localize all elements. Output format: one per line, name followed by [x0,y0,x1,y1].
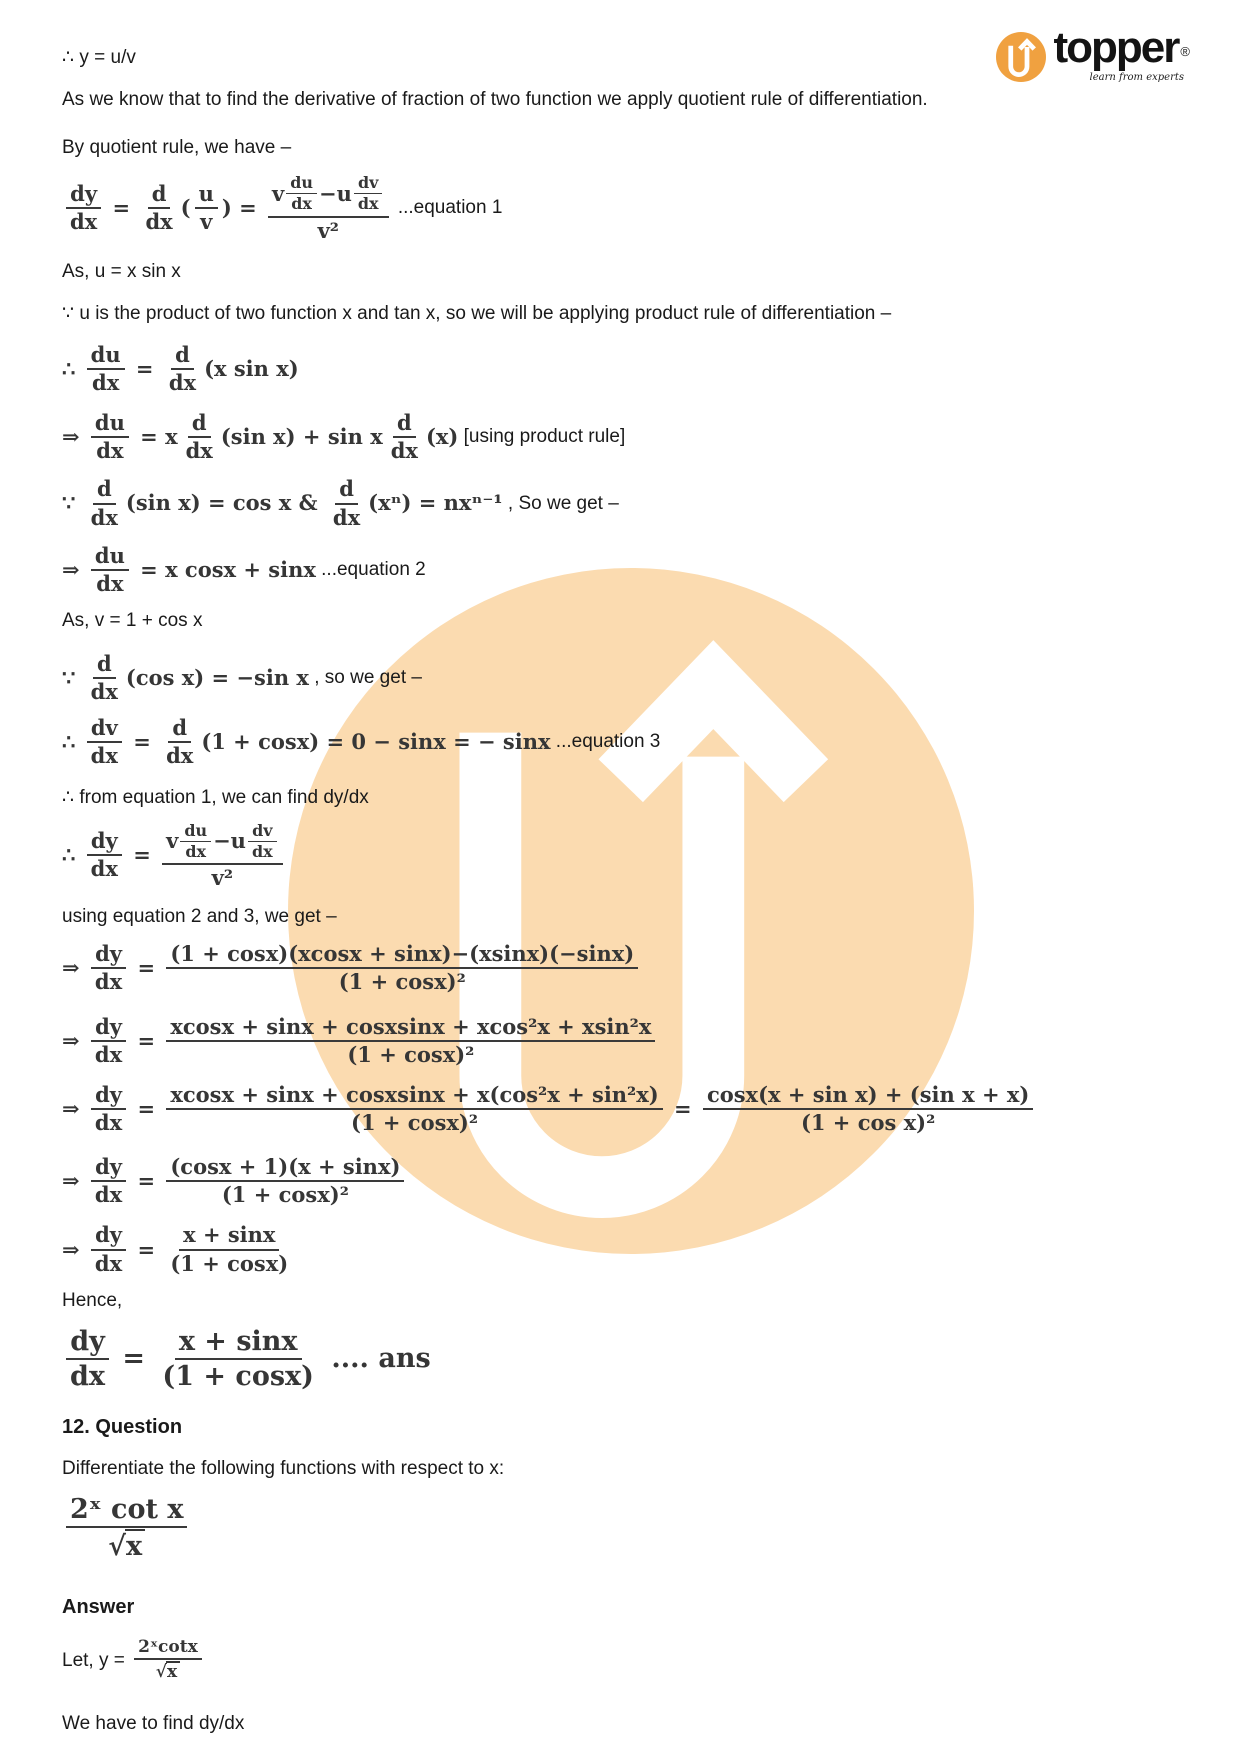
brand-wordmark: topper [1053,23,1179,72]
equation-du-product-rule: ⇒ $\frac{du}{dx}$ = x $\frac{d}{dx}$ (sin x) + sin x $\frac{d}{dx}$ (x) [using product rule] [62,410,626,464]
question-12-expression: 2ˣ cot x √ x [62,1493,1180,1563]
para-as-u: As, u = x sin x [62,260,181,282]
question-12-text: Differentiate the following functions with respect to x: [62,1457,505,1479]
para-as-v: As, v = 1 + cos x [62,609,203,631]
equation-final-answer: $\frac{dy}{dx}$ = $\frac{x + \sin x}{(1 + \cos x)}$ .... ans [62,1325,1180,1393]
equation-step-a: ⇒ $\frac{dy}{dx}$ = $\frac{(1 + \cos x)(xcosx + \sin x)-(xsinx)(-\sin x)}{\text{(1 + cosx)²}}$ [62,941,1180,995]
equation-dydx-formula: ∴ $\frac{dy}{dx}$ = v $\frac{du}{dx}$ −u $\frac{dv}{dx}$ v² [62,820,1180,892]
registered-mark: ® [1180,43,1190,59]
answer-heading: Answer [62,1595,135,1618]
line-y-equals-uv: ∴ y = u/v [62,47,136,68]
equation-1: $\frac{dy}{dx}$ = $\frac{d}{dx}$ ( $\frac{u}{v}$ ) = v $\frac{du}{dx}$ −u $\frac{dv}{dx}$ v² ...equation 1 [62,172,1180,244]
equation-step-c: ⇒ $\frac{dy}{dx}$ = $\frac{\text{xcosx + sinx + cosxsinx + x(cos²x + sin²x)}}{\text{(1 + cosx)²}}$ = $\frac{\text{cosx(x + sin x) + (sin x + x)}}{\text{(1 + cos x)²}}$ [62,1082,1180,1136]
equation-let-y: Let, y = 2ˣcotx √ x [62,1637,1180,1684]
para-by-quotient-rule: By quotient rule, we have – [62,137,292,158]
equation-du-definition: ∴ $\frac{du}{dx}$ = $\frac{d}{dx}$ (x sin x) [62,341,299,395]
para-we-have-to-find: We have to find dy/dx [62,1713,245,1735]
equation-step-b: ⇒ $\frac{dy}{dx}$ = $\frac{\text{xcosx + sinx + cosxsinx + xcos²x + xsin²x}}{\text{(1 + cosx)²}}$ [62,1014,1180,1068]
equation-derivative-rules: ∵ $\frac{d}{dx}$ (sin x) = cos x & $\frac{d}{dx}$ (xⁿ) = nxⁿ⁻¹ , So we get – [62,476,619,530]
para-product-rule-note: ∵ u is the product of two function x and tan x, so we will be applying product rule of differentiation – [62,302,892,324]
brand-tagline: learn from experts [1089,72,1184,83]
equation-cos-derivative: ∵ $\frac{d}{dx}$ (cos x) = −sin x , so we get – [62,650,422,705]
para-hence: Hence, [62,1289,123,1311]
para-quotient-rule-intro: As we know that to find the derivative of fraction of two function we apply quotient rule of differentiation. [62,89,928,110]
para-using-eq-2-3: using equation 2 and 3, we get – [62,906,337,928]
u-arrow-icon [996,32,1046,82]
para-from-equation-1: ∴ from equation 1, we can find dy/dx [62,786,369,808]
brand-logo [996,23,1190,83]
equation-3: ∴ $\frac{dv}{dx}$ = $\frac{d}{dx}$ (1 + cosx) = 0 − sinx = − sinx ...equation 3 [62,715,661,769]
question-12-heading: 12. Question [62,1415,183,1438]
equation-step-d: ⇒ $\frac{dy}{dx}$ = $\frac{(\cos x + 1)(x + \sin x)}{\text{(1 + cosx)²}}$ [62,1154,1180,1208]
equation-step-e: ⇒ $\frac{dy}{dx}$ = $\frac{x + \sin x}{(1 + \cos x)}$ [62,1222,289,1276]
equation-2: ⇒ $\frac{du}{dx}$ = x cosx + sinx ...equation 2 [62,542,426,596]
